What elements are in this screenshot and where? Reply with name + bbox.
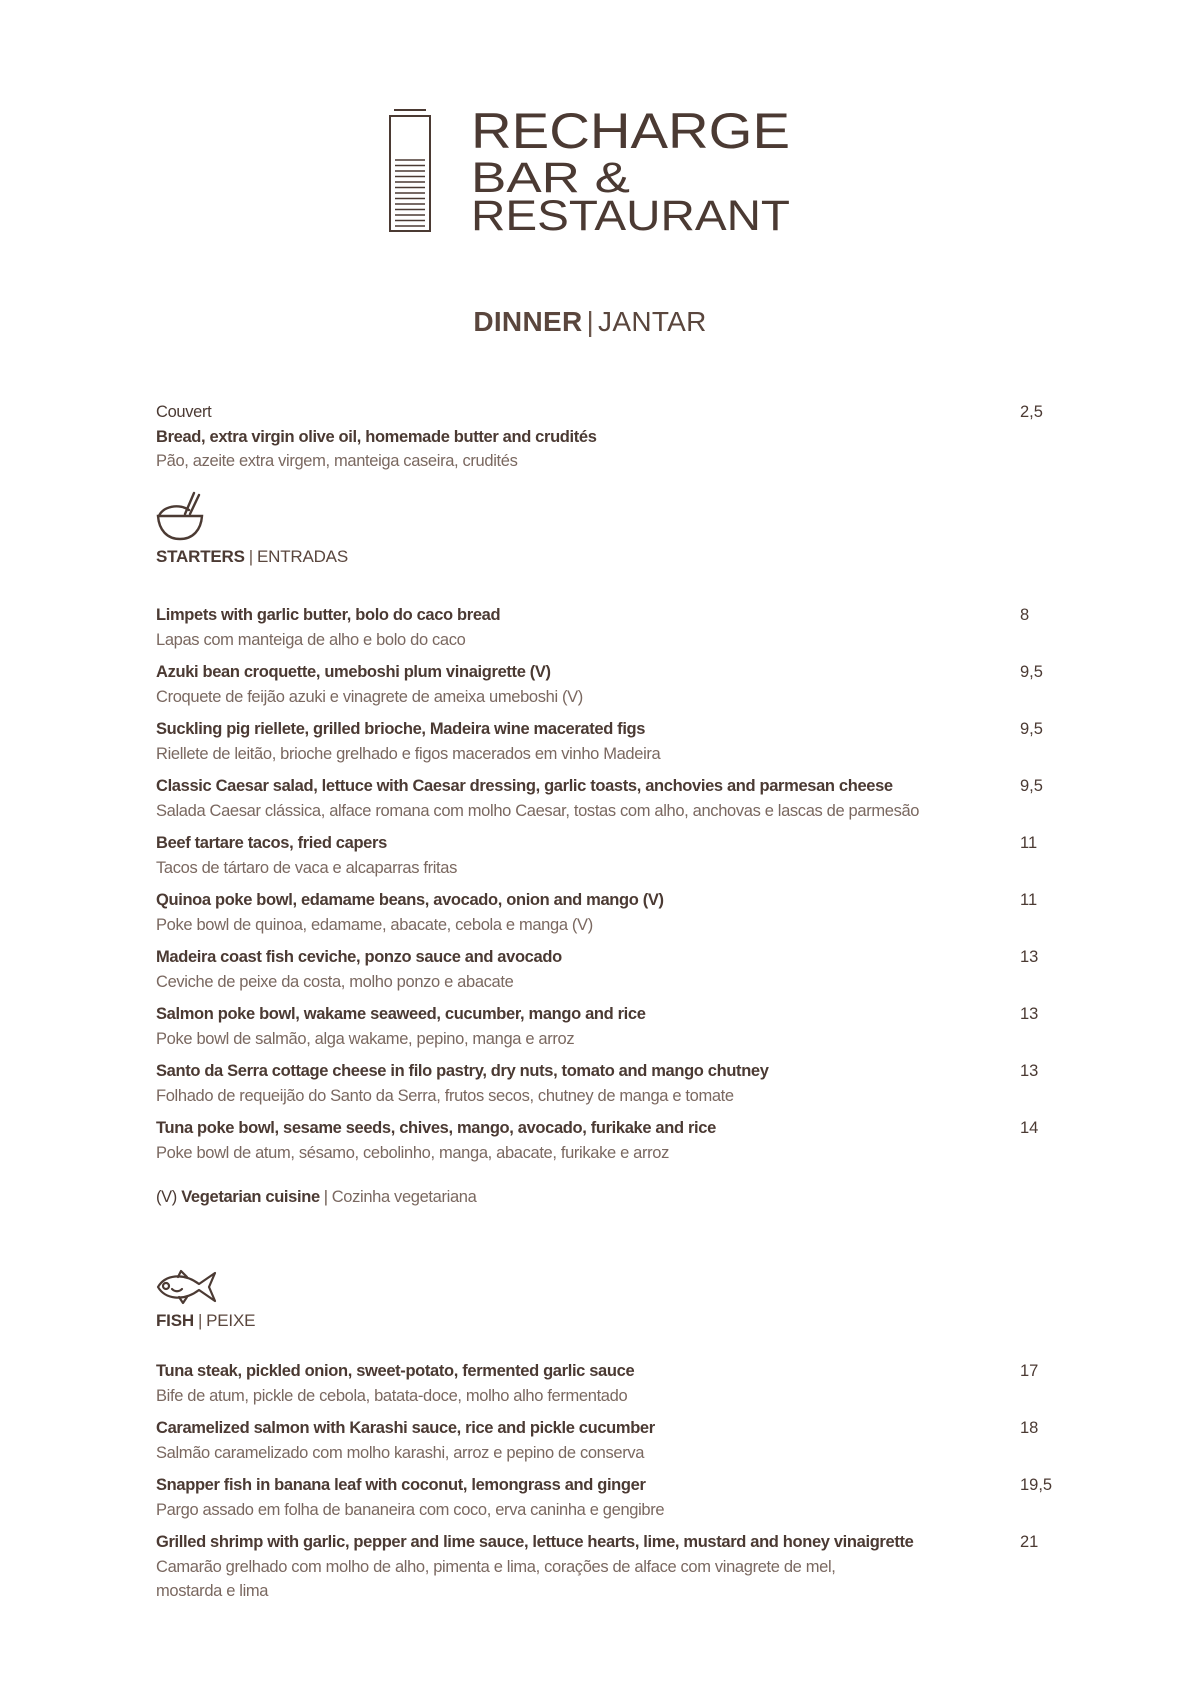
menu-item — [156, 603, 1116, 652]
menu-item — [156, 945, 1116, 994]
item-name-pt: Lapas com manteiga de alho e bolo do caco — [156, 630, 466, 649]
item-name-pt: Ceviche de peixe da costa, molho ponzo e abacate — [156, 972, 514, 991]
item-name-pt: Pargo assado em folha de bananeira com coco, erva caninha e gengibre — [156, 1500, 665, 1519]
item-name-pt: Poke bowl de atum, sésamo, cebolinho, manga, abacate, furikake e arroz — [156, 1143, 669, 1162]
menu-item — [156, 660, 1116, 709]
item-price: 9,5 — [1020, 663, 1043, 681]
item-price: 8 — [1020, 606, 1030, 624]
item-name-pt: Riellete de leitão, brioche grelhado e figos macerados em vinho Madeira — [156, 744, 661, 763]
menu-item — [156, 1059, 1116, 1108]
item-name-pt: Camarão grelhado com molho de alho, pimenta e lima, corações de alface com vinagrete de mel, — [156, 1557, 836, 1576]
item-name-en: Azuki bean croquette, umeboshi plum vinaigrette (V) — [156, 663, 551, 681]
item-name-en: Suckling pig riellete, grilled brioche, Madeira wine macerated figs — [156, 720, 646, 738]
item-price: 13 — [1020, 1062, 1039, 1080]
item-price: 9,5 — [1020, 777, 1043, 795]
starters-separator: | — [248, 547, 253, 566]
item-name-pt: Tacos de tártaro de vaca e alcaparras fritas — [156, 858, 458, 877]
item-name-pt: Salmão caramelizado com molho karashi, arroz e pepino de conserva — [156, 1443, 645, 1462]
item-name-pt: Poke bowl de salmão, alga wakame, pepino, manga e arroz — [156, 1029, 575, 1048]
item-name-en: Tuna steak, pickled onion, sweet-potato, fermented garlic sauce — [156, 1362, 635, 1380]
item-price: 19,5 — [1020, 1476, 1053, 1494]
starters-title-pt: ENTRADAS — [256, 547, 348, 566]
vegetarian-note — [156, 1188, 476, 1207]
item-name-en: Tuna poke bowl, sesame seeds, chives, mango, avocado, furikake and rice — [156, 1119, 716, 1137]
item-price: 9,5 — [1020, 720, 1043, 738]
item-price: 13 — [1020, 1005, 1039, 1023]
item-name-pt: Bife de atum, pickle de cebola, batata-doce, molho alho fermentado — [156, 1386, 628, 1405]
vegetarian-note-en: Vegetarian cuisine — [181, 1188, 320, 1206]
menu-item — [156, 831, 1116, 880]
menu-item — [156, 717, 1116, 766]
item-name-en: Beef tartare tacos, fried capers — [156, 834, 387, 852]
bowl-chopsticks-icon — [155, 490, 207, 542]
logo-line-restaurant: RESTAURANT — [471, 192, 790, 240]
item-name-pt: Croquete de feijão azuki e vinagrete de ameixa umeboshi (V) — [156, 687, 583, 706]
section-heading-fish — [156, 1311, 255, 1331]
logo — [380, 100, 800, 240]
menu-item — [156, 1530, 1116, 1604]
vegetarian-mark: (V) — [156, 1188, 177, 1206]
logo-line-recharge: RECHARGE — [471, 103, 790, 159]
title-separator: | — [586, 306, 595, 337]
fish-title-pt: PEIXE — [206, 1311, 256, 1330]
item-name-en: Madeira coast fish ceviche, ponzo sauce and avocado — [156, 948, 562, 966]
vegetarian-note-separator: | — [323, 1188, 328, 1206]
couvert-item — [156, 400, 1116, 474]
item-name-en: Caramelized salmon with Karashi sauce, rice and pickle cucumber — [156, 1419, 655, 1437]
item-price: 14 — [1020, 1119, 1039, 1137]
item-price: 13 — [1020, 948, 1039, 966]
couvert-description-pt: Pão, azeite extra virgem, manteiga caseira, crudités — [156, 452, 518, 470]
item-name-en: Snapper fish in banana leaf with coconut, lemongrass and ginger — [156, 1476, 646, 1494]
couvert-price: 2,5 — [1020, 403, 1043, 421]
menu-item — [156, 1416, 1116, 1465]
item-name-en: Quinoa poke bowl, edamame beans, avocado, onion and mango (V) — [156, 891, 664, 909]
couvert-label: Couvert — [156, 403, 212, 421]
item-price: 21 — [1020, 1533, 1039, 1551]
fish-icon — [155, 1268, 219, 1306]
item-price: 18 — [1020, 1419, 1039, 1437]
item-name-en: Classic Caesar salad, lettuce with Caesar dressing, garlic toasts, anchovies and parmesan cheese — [156, 777, 893, 795]
item-name-pt: Salada Caesar clássica, alface romana com molho Caesar, tostas com alho, anchovas e lascas de parmesão — [156, 801, 920, 820]
menu-item — [156, 774, 1116, 823]
section-heading-starters — [156, 547, 348, 567]
menu-item — [156, 888, 1116, 937]
item-name-en: Grilled shrimp with garlic, pepper and lime sauce, lettuce hearts, lime, mustard and honey vinaigrette — [156, 1533, 914, 1551]
title-en: DINNER — [473, 306, 583, 337]
menu-item — [156, 1473, 1116, 1522]
menu-item — [156, 1359, 1116, 1408]
battery-icon — [390, 110, 430, 231]
logo-line-bar: BAR & — [471, 154, 631, 202]
page-title — [0, 306, 1180, 338]
item-price: 11 — [1020, 891, 1038, 909]
item-name-en: Salmon poke bowl, wakame seaweed, cucumber, mango and rice — [156, 1005, 646, 1023]
item-price: 17 — [1020, 1362, 1039, 1380]
menu-item — [156, 1002, 1116, 1051]
fish-title-en: FISH — [156, 1311, 194, 1330]
vegetarian-note-pt: Cozinha vegetariana — [331, 1188, 477, 1206]
title-pt: JANTAR — [598, 306, 707, 337]
item-name-pt-continued: mostarda e lima — [156, 1582, 269, 1600]
item-name-pt: Folhado de requeijão do Santo da Serra, frutos secos, chutney de manga e tomate — [156, 1086, 734, 1105]
item-price: 11 — [1020, 834, 1038, 852]
item-name-en: Santo da Serra cottage cheese in filo pastry, dry nuts, tomato and mango chutney — [156, 1062, 769, 1080]
starters-title-en: STARTERS — [156, 547, 245, 566]
couvert-description-en: Bread, extra virgin olive oil, homemade butter and crudités — [156, 427, 597, 446]
menu-item — [156, 1116, 1116, 1165]
item-name-pt: Poke bowl de quinoa, edamame, abacate, cebola e manga (V) — [156, 915, 593, 934]
item-name-en: Limpets with garlic butter, bolo do caco bread — [156, 606, 501, 624]
fish-separator: | — [197, 1311, 203, 1330]
